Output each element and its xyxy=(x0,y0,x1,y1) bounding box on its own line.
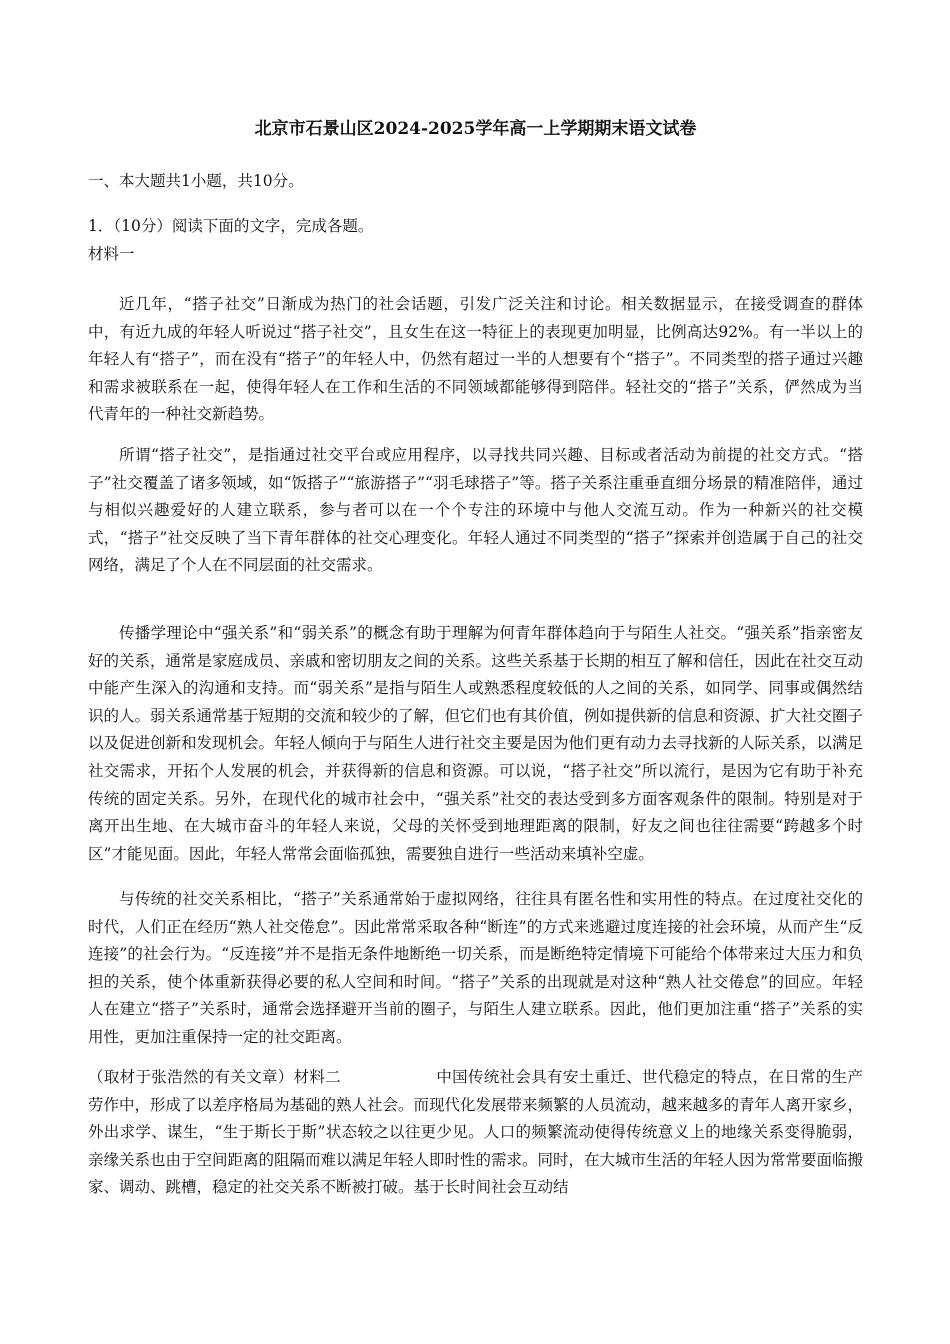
exam-title: 北京市石景山区2024-2025学年高一上学期期末语文试卷 xyxy=(254,119,697,139)
section-heading: 一、本大题共1小题，共10分。 xyxy=(88,172,304,190)
material-two-label: 材料二 xyxy=(293,1068,342,1086)
paragraph-1: 近几年，“搭子社交”日渐成为热门的社会话题，引发广泛关注和讨论。相关数据显示，在接受调查的群体中，有近九成的年轻人听说过“搭子社交”，且女生在这一特征上的表现更加明显，比例高达92%。有一半以上的年轻人有“搭子”，而在没有“搭子”的年轻人中，仍然有超过一半的人想要有个“搭子”。不同类型的搭子通过兴趣和需求被联系在一起，使得年轻人在工作和生活的不同领域都能够得到陪伴。轻社交的“搭子”关系，俨然成为当代青年的一种社交新趋势。 xyxy=(88,295,863,424)
material-one-label: 材料一 xyxy=(88,245,135,263)
material-two-text: 中国传统社会具有安土重迁、世代稳定的特点，在日常的生产劳作中，形成了以差序格局为基础的熟人社会。而现代化发展带来频繁的人员流动，越来越多的青年人离开家乡，外出求学、谋生，“生于斯长于斯”状态较之以往更少见。人口的频繁流动使得传统意义上的地缘关系变得脆弱，亲缘关系也由于空间距离的阻隔而难以满足年轻人即时性的需求。同时，在大城市生活的年轻人因为常常要面临搬家、调动、跳槽，稳定的社交关系不断被打破。基于长时间社会互动结 xyxy=(88,1068,864,1197)
paragraph-5 xyxy=(88,1064,863,1202)
paragraph-3: 传播学理论中“强关系”和“弱关系”的概念有助于理解为何青年群体趋向于与陌生人社交。“强关系”指亲密友好的关系，通常是家庭成员、亲戚和密切朋友之间的关系。这些关系基于长期的相互了解和信任，因此在社交互动中能产生深入的沟通和支持。而“弱关系”是指与陌生人或熟悉程度较低的人之间的关系，如同学、同事或偶然结识的人。弱关系通常基于短期的交流和较少的了解，但它们也有其价值，例如提供新的信息和资源、扩大社交圈子以及促进创新和发现机会。年轻人倾向于与陌生人进行社交主要是因为他们更有动力去寻找新的人际关系，以满足社交需求，开拓个人发展的机会，并获得新的信息和资源。可以说，“搭子社交”所以流行，是因为它有助于补充传统的固定关系。另外，在现代化的城市社会中，“强关系”社交的表达受到多方面客观条件的限制。特别是对于离开出生地、在大城市奋斗的年轻人来说，父母的关怀受到地理距离的限制，好友之间也往往需要“跨越多个时区”才能见面。因此，年轻人常常会面临孤独，需要独自进行一些活动来填补空虚。 xyxy=(88,624,864,863)
paragraph-2: 所谓“搭子社交”，是指通过社交平台或应用程序，以寻找共同兴趣、目标或者活动为前提的社交方式。“搭子”社交覆盖了诸多领域，如“饭搭子”“旅游搭子”“羽毛球搭子”等。搭子关系注重垂直细分场景的精准陪伴，通过与相似兴趣爱好的人建立联系，参与者可以在一个个专注的环境中与他人交流互动。作为一种新兴的社交模式，“搭子”社交反映了当下青年群体的社交心理变化。年轻人通过不同类型的“搭子”探索并创造属于自己的社交网络，满足了个人在不同层面的社交需求。 xyxy=(88,446,863,575)
paragraph-4: 与传统的社交关系相比，“搭子”关系通常始于虚拟网络，往往具有匿名性和实用性的特点。在过度社交化的时代，人们正在经历“熟人社交倦怠”。因此常常采取各种“断连”的方式来逃避过度连接的社会环境，从而产生“反连接”的社会行为。“反连接”并不是指无条件地断绝一切关系，而是断绝特定情境下可能给个体带来过大压力和负担的关系，使个体重新获得必要的私人空间和时间。“搭子”关系的出现就是对这种“熟人社交倦怠”的回应。年轻人在建立“搭子”关系时，通常会选择避开当前的圈子，与陌生人建立联系。因此，他们更加注重“搭子”关系的实用性，更加注重保持一定的社交距离。 xyxy=(88,890,863,1046)
source-note: （取材于张浩然的有关文章） xyxy=(88,1068,294,1086)
question-prompt: 1．（10分）阅读下面的文字，完成各题。 xyxy=(88,217,374,235)
